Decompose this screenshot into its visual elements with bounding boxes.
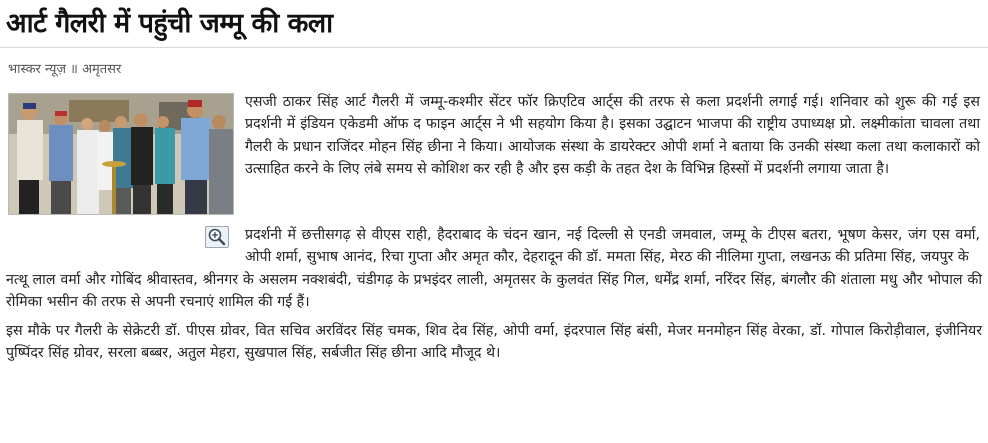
paragraph-artists-continued: नत्थू लाल वर्मा और गोबिंद श्रीवास्तव, श्रीनगर के असलम नक्शबंदी, चंडीगढ़ के प्रभइंदर लाली, अमृतसर के कुलवंत सिंह गिल, धर्मेंद्र शर्मा, नरिंदर सिंह, बंगलौर की शंताला मधु और भोपाल की रोमिका भसीन की तरफ से अपनी रचनाएं शामिल की गई हैं। [6, 271, 982, 311]
event-photo-image [9, 94, 233, 214]
article-body-bottom [6, 320, 982, 365]
paragraph-artists: प्रदर्शनी में छत्तीसगढ़ से वीएस राही, हैदराबाद के चंदन खान, नई दिल्ली से एनडी जमवाल, जम्मू के टीएस बतरा, भूषण केसर, जंग एस वर्मा, ओपी शर्मा, सुभाष आनंद, रिचा गुप्ता और अमृत कौर, देहरादून की डॉ. ममता सिंह, मेरठ की नीलिमा गुप्ता, लखनऊ की प्रतिमा सिंह, जयपुर के [245, 227, 980, 266]
event-photo[interactable] [8, 93, 234, 215]
magnifier-plus-icon [206, 227, 228, 247]
article-body-mid [245, 224, 980, 269]
paragraph-intro: एसजी ठाकर सिंह आर्ट गैलरी में जम्मू-कश्मीर सेंटर फॉर क्रिएटिव आर्ट्स की तरफ से कला प्रदर्शनी लगाई गई। शनिवार को शुरू की गई इस प्रदर्शनी में इंडियन एकेडमी ऑफ द फाइन आर्ट्स ने भी सहयोग किया है। इसका उद्घाटन भाजपा की राष्ट्रीय उपाध्यक्ष प्रो. लक्ष्मीकांता चावला तथा गैलरी के प्रधान राजिंदर मोहन सिंह छीना ने किया। आयोजक संस्था के डायरेक्टर ओपी शर्मा ने बताया कि उनकी संस्था कला तथा कलाकारों को उत्साहित करने के लिए लंबे समय से कोशिश कर रही है और इस कड़ी के तहत देश के विभिन्न हिस्सों में प्रदर्शनी लगाया जाता है। [245, 94, 980, 178]
divider [0, 47, 988, 48]
zoom-button[interactable] [205, 226, 229, 248]
headline: आर्ट गैलरी में पहुंची जम्मू की कला [6, 8, 333, 39]
paragraph-attendees: इस मौके पर गैलरी के सेक्रेटरी डॉ. पीएस ग्रोवर, वित सचिव अरविंदर सिंह चमक, शिव देव सिंह, ओपी वर्मा, इंदरपाल सिंह बंसी, मेजर मनमोहन सिंह वेरका, डॉ. गोपाल किरोड़ीवाल, इंजीनियर पुष्पिंदर सिंह ग्रोवर, सरला बब्बर, अतुल मेहरा, सुखपाल सिंह, सर्बजीत सिंह छीना आदि मौजूद थे। [6, 322, 982, 362]
byline: भास्कर न्यूज़ ॥ अमृतसर [8, 62, 122, 77]
article-body-top [245, 91, 980, 181]
